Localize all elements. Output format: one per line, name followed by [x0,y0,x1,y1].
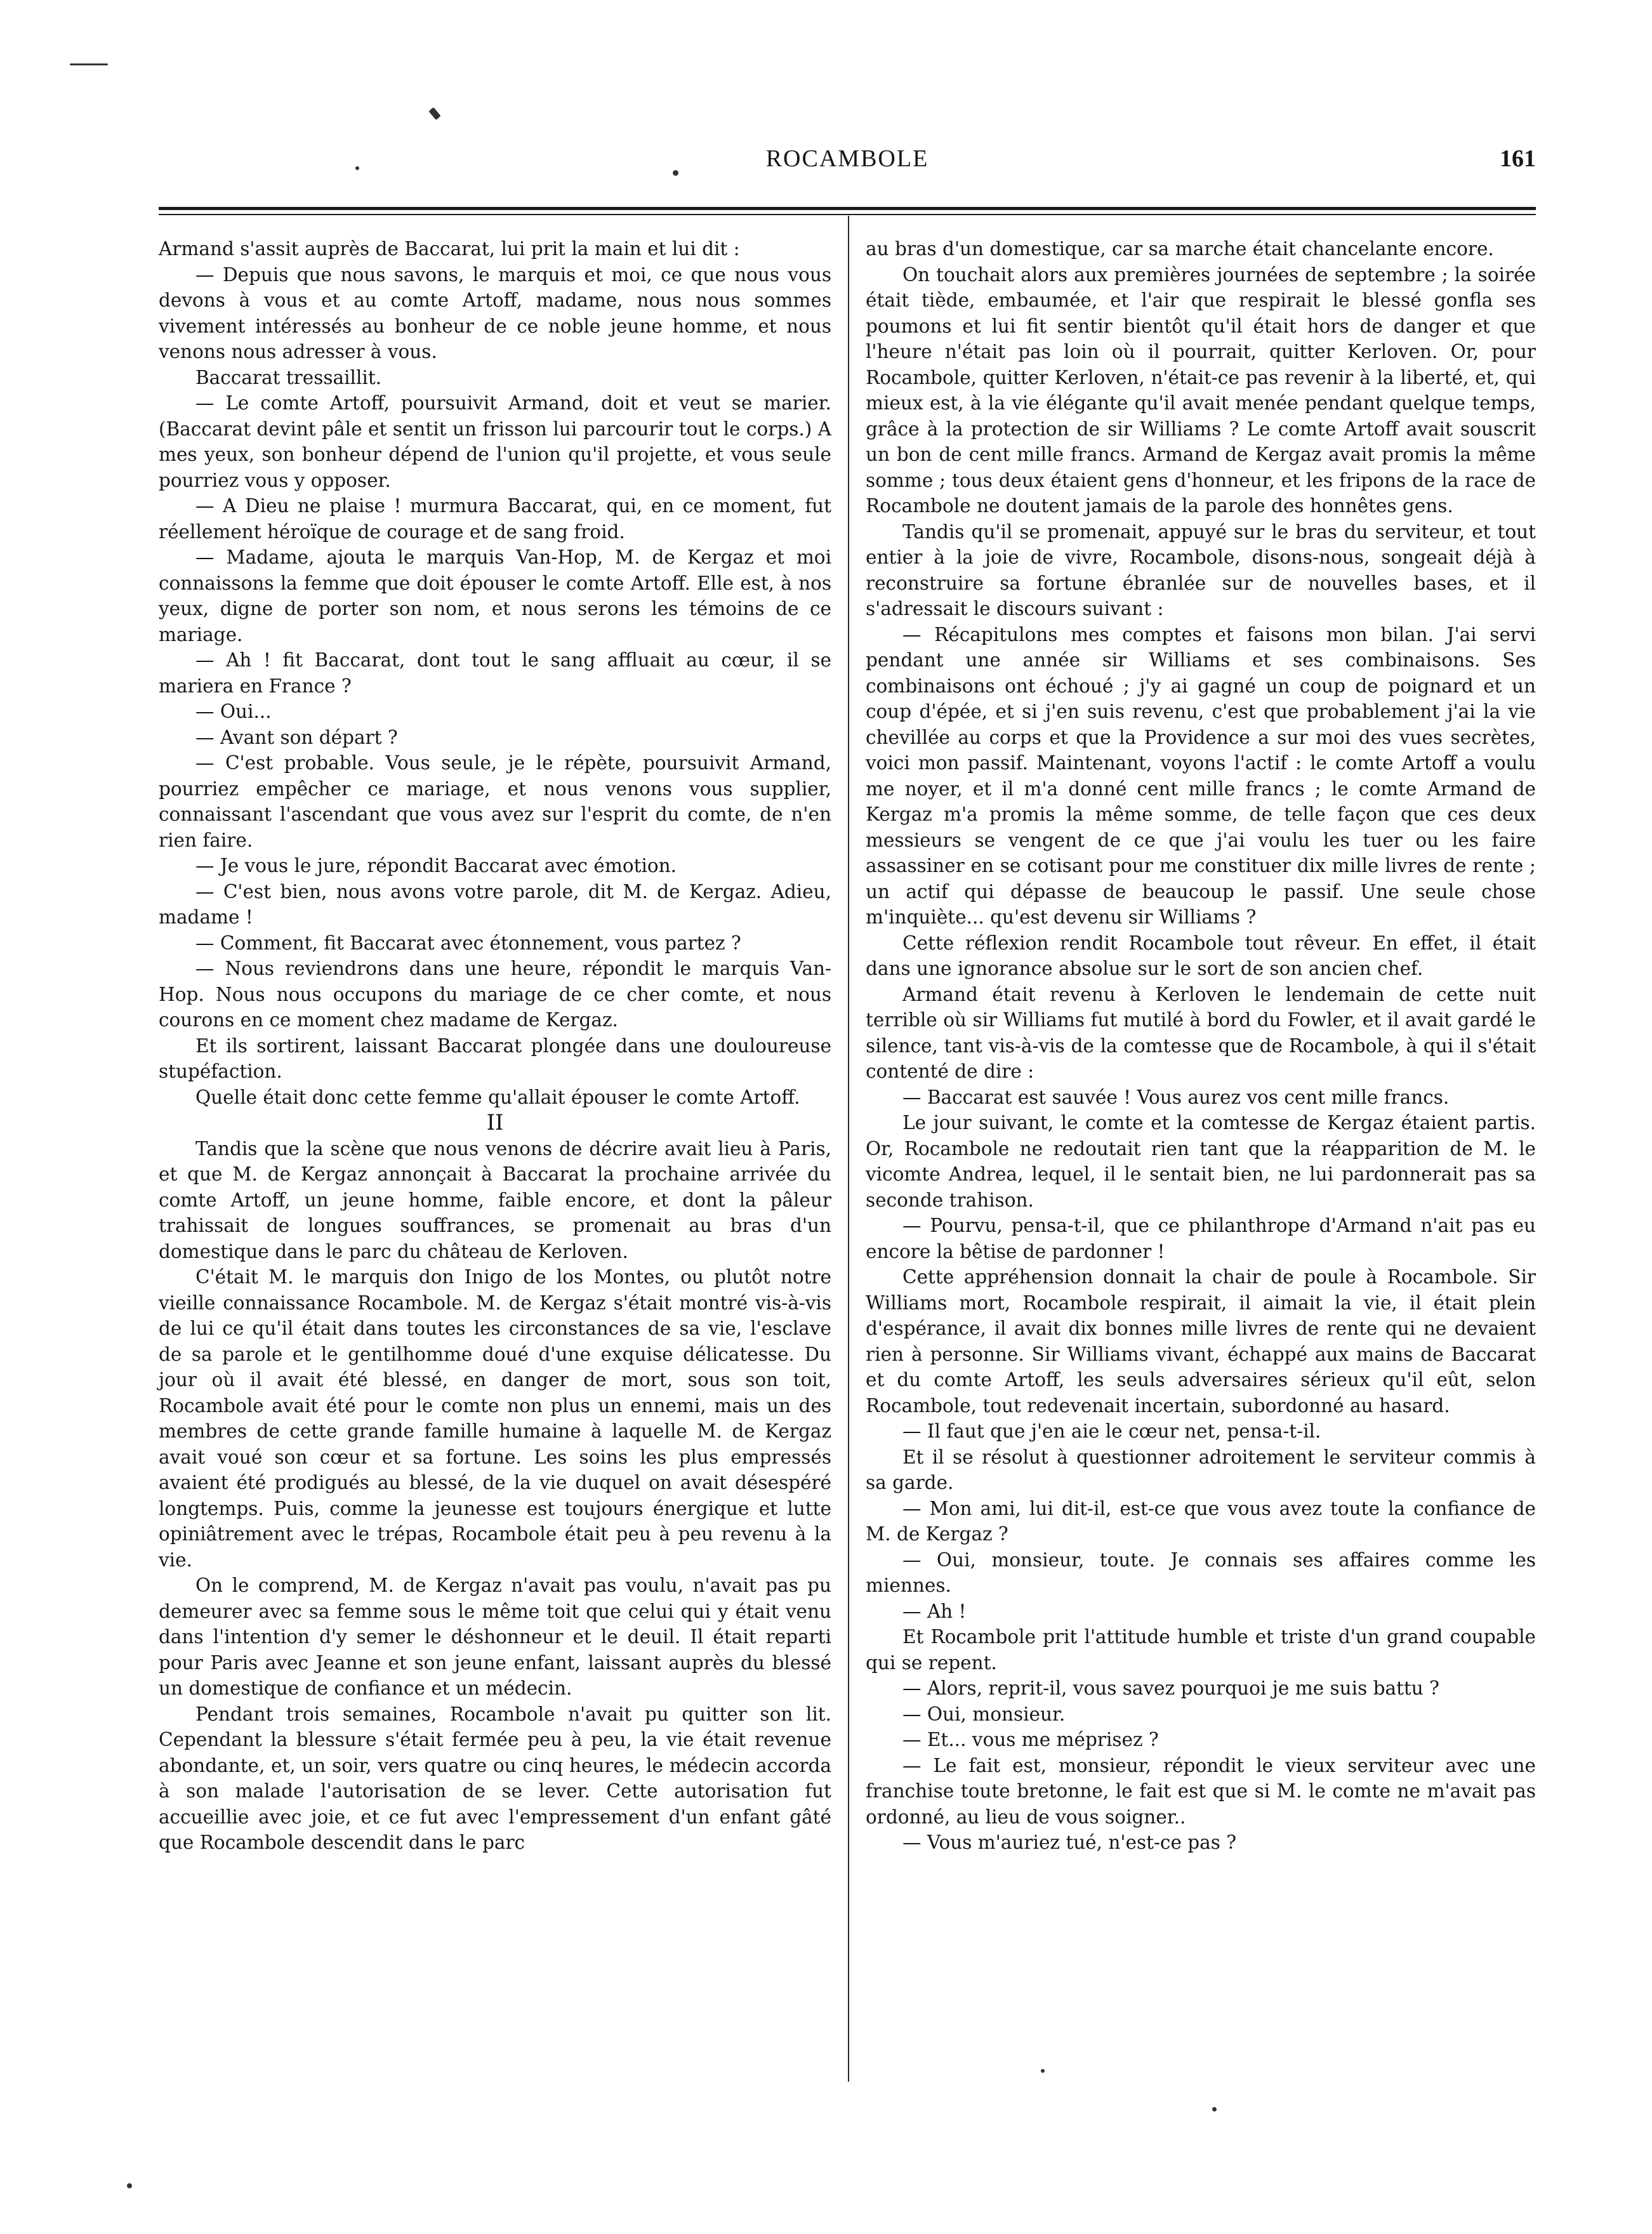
scan-speck [70,63,108,65]
paragraph: Le jour suivant, le comte et la comtesse de Kergaz étaient partis. Or, Rocambole ne redoutait rien tant que la réapparition de M. le vicomte Andrea, lequel, il le sentait bien, ne lui pardonnerait pas sa seconde trahison. [866,1112,1536,1211]
paragraph: On le comprend, M. de Kergaz n'avait pas voulu, n'avait pas pu demeurer avec sa femme sous le même toit que celui qui y était venu dans l'intention d'y semer le déshonneur et le deuil. Il était reparti pour Paris avec Jeanne et son jeune enfant, laissant auprès du blessé un domestique de confiance et un médecin. [159,1575,831,1699]
paragraph: — Depuis que nous savons, le marquis et moi, ce que nous vous devons à vous et au comte Artoff, madame, nous nous sommes vivement intéressés au bonheur de ce noble jeune homme, et nous venons nous adresser à vous. [159,263,831,362]
scan-speck [1212,2107,1217,2112]
paragraph: — Nous reviendrons dans une heure, répondit le marquis Van-Hop. Nous nous occupons du mariage de ce cher comte, et nous courons en ce moment chez madame de Kergaz. [159,958,831,1031]
paragraph: Tandis qu'il se promenait, appuyé sur le bras du serviteur, et tout entier à la joie de vivre, Rocambole, disons-nous, songeait déjà à reconstruire sa fortune ébranlée sur de nouvelles bases, et il s'adressait le discours suivant : [866,520,1536,619]
paragraph: — Pourvu, pensa-t-il, que ce philanthrope d'Armand n'ait pas eu encore la bêtise de pardonner ! [866,1215,1536,1262]
paragraph: Cette réflexion rendit Rocambole tout rêveur. En effet, il était dans une ignorance absolue sur le sort de son ancien chef. [866,932,1536,979]
paragraph: — Le fait est, monsieur, répondit le vieux serviteur avec une franchise toute bretonne, le fait est que si M. le comte ne m'avait pas ordonné, au lieu de vous soigner.. [866,1754,1536,1828]
paragraph: — C'est bien, nous avons votre parole, dit M. de Kergaz. Adieu, madame ! [159,880,831,928]
paragraph: Cette appréhension donnait la chair de poule à Rocambole. Sir Williams mort, Rocambole respirait, il aimait la vie, il était plein d'espérance, il avait dix bonnes mille livres de rente qui ne devaient rien à personne. Sir Williams vivant, échappé aux mains de Baccarat et du comte Artoff, les seuls adversaires sérieux qu'il eût, selon Rocambole, tout redevenait incertain, subordonné au hasard. [866,1266,1536,1417]
header-rule-thick [159,207,1536,210]
paragraph: — Ah ! [902,1600,967,1622]
paragraph: — Mon ami, lui dit-il, est-ce que vous avez toute la confiance de M. de Kergaz ? [866,1497,1536,1545]
page-header [159,145,1536,183]
paragraph: — Vous m'auriez tué, n'est-ce pas ? [902,1832,1237,1853]
paragraph: Pendant trois semaines, Rocambole n'avait pu quitter son lit. Cependant la blessure s'était fermée peu à peu, la vie était revenue abondante, et, un soir, vers quatre ou cinq heures, le médecin accorda à son malade l'autorisation de se lever. Cette autorisation fut accueillie avec joie, et ce fut avec l'empressement d'un enfant gâté que Rocambole descendit dans le parc [159,1703,831,1853]
paragraph: Tandis que la scène que nous venons de décrire avait lieu à Paris, et que M. de Kergaz annonçait à Baccarat la prochaine arrivée du comte Artoff, un jeune homme, faible encore, et dont la pâleur trahissait de longues souffrances, se promenait au bras d'un domestique dans le parc du château de Kerloven. [159,1137,831,1262]
header-rule-thin [159,214,1536,215]
paragraph: — C'est probable. Vous seule, je le répète, poursuivit Armand, pourriez empêcher ce mariage, et nous venons vous supplier, connaissant l'ascendant que vous avez sur l'esprit du comte, de n'en rien faire. [159,752,831,851]
paragraph: Quelle était donc cette femme qu'allait épouser le comte Artoff. [195,1086,800,1108]
paragraph: — Et... vous me méprisez ? [902,1729,1159,1750]
scan-speck [673,170,678,176]
paragraph: au bras d'un domestique, car sa marche était chancelante encore. [866,238,1494,260]
scan-speck [1041,2069,1045,2073]
paragraph: — Je vous le jure, répondit Baccarat avec émotion. [195,855,677,876]
paragraph: — A Dieu ne plaise ! murmura Baccarat, qui, en ce moment, fut réellement héroïque de courage et de sang froid. [159,495,831,543]
paragraph: Baccarat tressaillit. [195,366,382,388]
paragraph: — Oui... [195,701,272,722]
paragraph: Et Rocambole prit l'attitude humble et triste d'un grand coupable qui se repent. [866,1626,1536,1674]
left-column [159,236,831,1856]
paragraph: — Le comte Artoff, poursuivit Armand, doit et veut se marier. (Baccarat devint pâle et sentit un frisson lui parcourir tout le corps.) A mes yeux, son bonheur dépend de l'union qu'il projette, et vous seule pourriez vous y opposer. [159,392,831,491]
paragraph: Armand était revenu à Kerloven le lendemain de cette nuit terrible où sir Williams fut mutilé à bord du Fowler, et il avait gardé le silence, tant vis-à-vis de la comtesse que de Rocambole, à qui il s'était contenté de dire : [866,983,1536,1082]
running-title: ROCAMBOLE [765,145,929,172]
paragraph: — Oui, monsieur, toute. Je connais ses affaires comme les miennes. [866,1549,1536,1596]
paragraph: — Il faut que j'en aie le cœur net, pensa-t-il. [902,1420,1321,1442]
scan-speck [428,107,440,120]
paragraph: Et ils sortirent, laissant Baccarat plongée dans une douloureuse stupéfaction. [159,1034,831,1082]
right-column [866,236,1536,1856]
paragraph: — Oui, monsieur. [902,1703,1066,1725]
paragraph: Et il se résolut à questionner adroitement le serviteur commis à sa garde. [866,1446,1536,1493]
paragraph: — Récapitulons mes comptes et faisons mon bilan. J'ai servi pendant une année sir Williams et ses combinaisons. Ses combinaisons ont échoué ; j'y ai gagné un coup de poignard et un coup d'épée, et si j'en suis revenu, c'est que probablement j'ai la vie chevillée au corps et que la Providence a sur moi des vues secrètes, voici mon passif. Maintenant, voyons l'actif : le comte Artoff a voulu me noyer, et il m'a donné cent mille francs ; le comte Armand de Kergaz m'a promis la même somme, de telle façon que ces deux messieurs se vengent de ce que j'ai voulu les tuer ou les faire assassiner en se cotisant pour me constituer dix mille livres de rente ; un actif qui dépasse de beaucoup le passif. Une seule chose m'inquiète... qu'est devenu sir Williams ? [866,623,1536,928]
paragraph: — Avant son départ ? [195,726,398,748]
paragraph: — Alors, reprit-il, vous savez pourquoi je me suis battu ? [902,1677,1439,1699]
paragraph: — Ah ! fit Baccarat, dont tout le sang affluait au cœur, il se mariera en France ? [159,649,831,697]
page-number: 161 [1500,145,1536,172]
paragraph: Armand s'assit auprès de Baccarat, lui prit la main et lui dit : [159,238,740,260]
paragraph: — Baccarat est sauvée ! Vous aurez vos cent mille francs. [902,1086,1450,1108]
paragraph: On touchait alors aux premières journées de septembre ; la soirée était tiède, embaumée, et l'air que respirait le blessé gonfla ses poumons et lui fit sentir bientôt qu'il était hors de danger et que l'heure n'était pas loin où il pourrait, quitter Kerloven. Or, pour Rocambole, quitter Kerloven, n'était-ce pas revenir à la liberté, et, qui mieux est, à la vie élégante qu'il avait menée pendant quelque temps, grâce à la protection de sir Williams ? Le comte Artoff avait souscrit un bon de cent mille francs. Armand de Kergaz avait promis la même somme ; tous deux étaient gens d'honneur, et les fripons de la race de Rocambole ne doutent jamais de la parole des honnêtes gens. [866,263,1536,517]
scan-speck [127,2183,132,2188]
section-heading: II [486,1110,504,1135]
paragraph: C'était M. le marquis don Inigo de los Montes, ou plutôt notre vieille connaissance Rocambole. M. de Kergaz s'était montré vis-à-vis de lui ce qu'il était dans toutes les circonstances de sa vie, l'esclave de sa parole et le gentilhomme doué d'une exquise délicatesse. Du jour où il avait été blessé, en danger de mort, sous son toit, Rocambole avait été pour le comte non plus un ennemi, mais un des membres de cette grande famille humaine à laquelle M. de Kergaz avait voué son cœur et sa fortune. Les soins les plus empressés avaient été prodigués au blessé, de la vie duquel on avait désespéré longtemps. Puis, comme la jeunesse est toujours énergique et lutte opiniâtrement avec le trépas, Rocambole était peu à peu revenu à la vie. [159,1266,831,1571]
column-divider [848,216,849,2082]
paragraph: — Comment, fit Baccarat avec étonnement, vous partez ? [195,932,741,954]
paragraph: — Madame, ajouta le marquis Van-Hop, M. de Kergaz et moi connaissons la femme que doit épouser le comte Artoff. Elle est, à nos yeux, digne de porter son nom, et nous serons les témoins de ce mariage. [159,546,831,645]
scan-speck [355,166,359,170]
